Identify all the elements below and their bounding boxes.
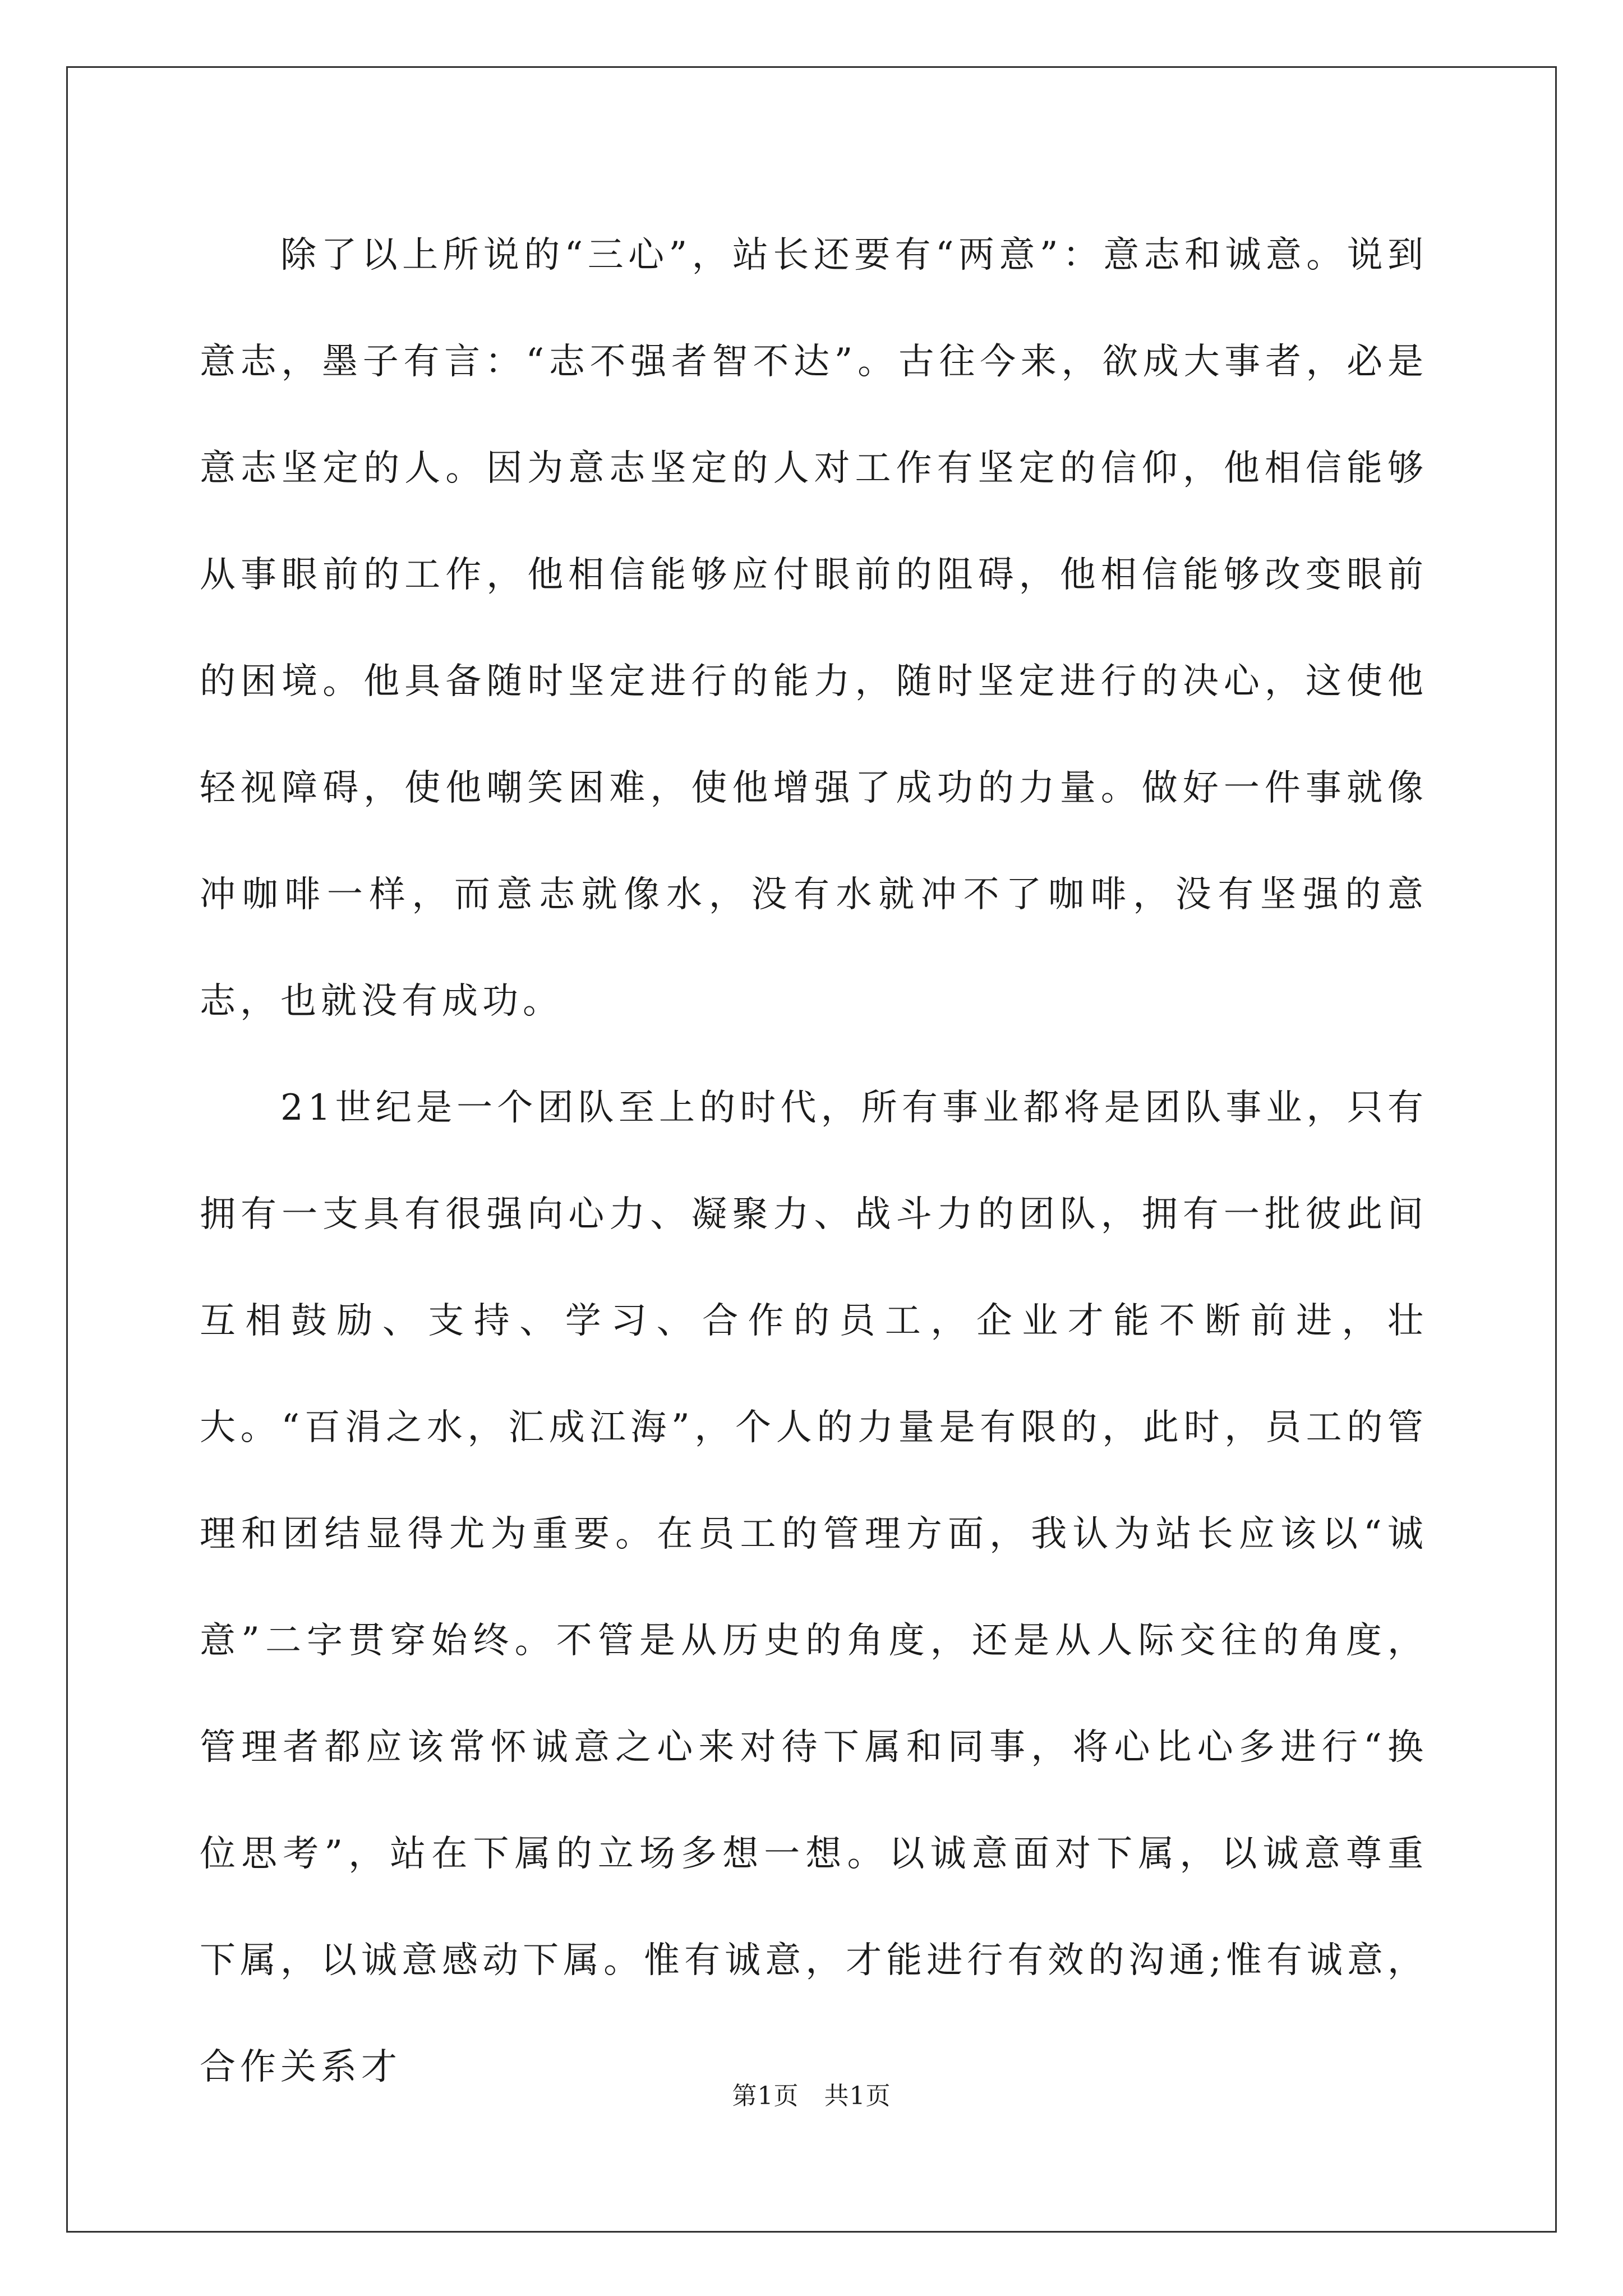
- paragraph-1: 除了以上所说的“三心”，站长还要有“两意”：意志和诚意。说到意志，墨子有言：“志不强者智不达”。古往今来，欲成大事者，必是意志坚定的人。因为意志坚定的人对工作有坚定的信仰，他相信能够从事眼前的工作，他相信能够应付眼前的阻碍，他相信能够改变眼前的困境。他具备随时坚定进行的能力，随时坚定进行的决心，这使他轻视障碍，使他嘲笑困难，使他增强了成功的力量。做好一件事就像冲咖啡一样，而意志就像水，没有水就冲不了咖啡，没有坚强的意志，也就没有成功。: [200, 234, 1428, 1022]
- page-footer: 第1页 共1页: [732, 2082, 891, 2110]
- document-body: [200, 202, 1428, 2120]
- paragraph-2: 21世纪是一个团队至上的时代，所有事业都将是团队事业，只有拥有一支具有很强向心力、凝聚力、战斗力的团队，拥有一批彼此间互相鼓励、支持、学习、合作的员工，企业才能不断前进，壮大。“百涓之水，汇成江海”，个人的力量是有限的，此时，员工的管理和团结显得尤为重要。在员工的管理方面，我认为站长应该以“诚意”二字贯穿始终。不管是从历史的角度，还是从人际交往的角度，管理者都应该常怀诚意之心来对待下属和同事，将心比心多进行“换位思考”，站在下属的立场多想一想。以诚意面对下属，以诚意尊重下属，以诚意感动下属。惟有诚意，才能进行有效的沟通;惟有诚意，合作关系才: [200, 1087, 1428, 2088]
